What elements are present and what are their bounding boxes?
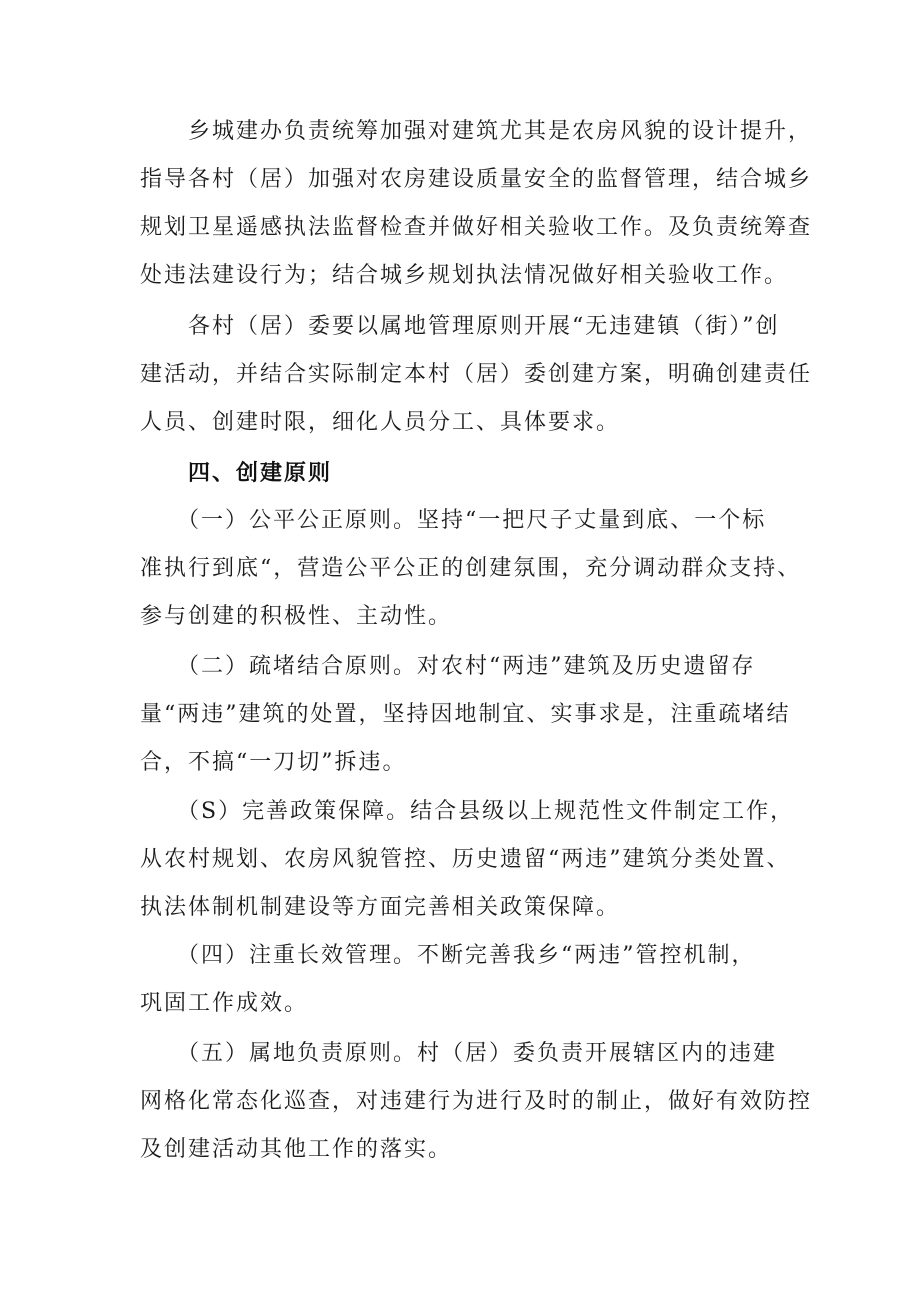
- paragraph-line: 各村（居）委要以属地管理原则开展“无违建镇（街）”创: [140, 314, 780, 339]
- paragraph-line: （四）注重长效管理。不断完善我乡“两违”管控机制，: [140, 943, 756, 968]
- paragraph-line: （五）属地负责原则。村（居）委负责开展辖区内的违建: [140, 1041, 778, 1066]
- paragraph-line: 从农村规划、农房风貌管控、历史遗留“两违”建筑分类处置、: [140, 847, 791, 872]
- paragraph-line: （S）完善政策保障。结合县级以上规范性文件制定工作，: [140, 799, 795, 824]
- paragraph-line: （一）公平公正原则。坚持“一把尺子丈量到底、一个标: [140, 508, 767, 533]
- paragraph-line: 及创建活动其他工作的落实。: [140, 1137, 453, 1162]
- paragraph-line: 巩固工作成效。: [140, 991, 309, 1016]
- paragraph-line: 人员、创建时限，细化人员分工、具体要求。: [140, 410, 621, 435]
- paragraph-line: 乡城建办负责统筹加强对建筑尤其是农房风貌的设计提升，: [140, 119, 813, 144]
- paragraph-line: 参与创建的积极性、主动性。: [140, 604, 453, 629]
- paragraph-principle-fairness: [140, 497, 800, 641]
- paragraph-township-construction-office: [140, 108, 813, 300]
- paragraph-line: （二）疏堵结合原则。对农村“两违”建筑及历史遗留存: [140, 654, 756, 679]
- paragraph-principle-territorial: [140, 1030, 813, 1174]
- paragraph-line: 准执行到底“，营造公平公正的创建氛围，充分调动群众支持、: [140, 556, 802, 581]
- paragraph-line: 处违法建设行为；结合城乡规划执法情况做好相关验收工作。: [140, 263, 789, 288]
- paragraph-line: 建活动，并结合实际制定本村（居）委创建方案，明确创建责任: [140, 362, 813, 387]
- paragraph-line: 规划卫星遥感执法监督检查并做好相关验收工作。及负责统筹查: [140, 215, 813, 240]
- paragraph-line: 指导各村（居）加强对农房建设质量安全的监督管理，结合城乡: [140, 167, 813, 192]
- paragraph-line: 量“两违”建筑的处置，坚持因地制宜、实事求是，注重疏堵结: [140, 702, 791, 727]
- paragraph-principle-dredge-block: [140, 643, 800, 787]
- section-heading: 四、创建原则: [188, 461, 333, 486]
- paragraph-principle-long-term: [140, 932, 800, 1028]
- paragraph-principle-policy-guarantee: [140, 788, 800, 932]
- paragraph-line: 合，不搞“一刀切”拆违。: [140, 750, 407, 775]
- paragraph-village-committees: [140, 303, 813, 447]
- paragraph-line: 执法体制机制建设等方面完善相关政策保障。: [140, 895, 621, 920]
- paragraph-line: 网格化常态化巡查，对违建行为进行及时的制止，做好有效防控: [140, 1089, 813, 1114]
